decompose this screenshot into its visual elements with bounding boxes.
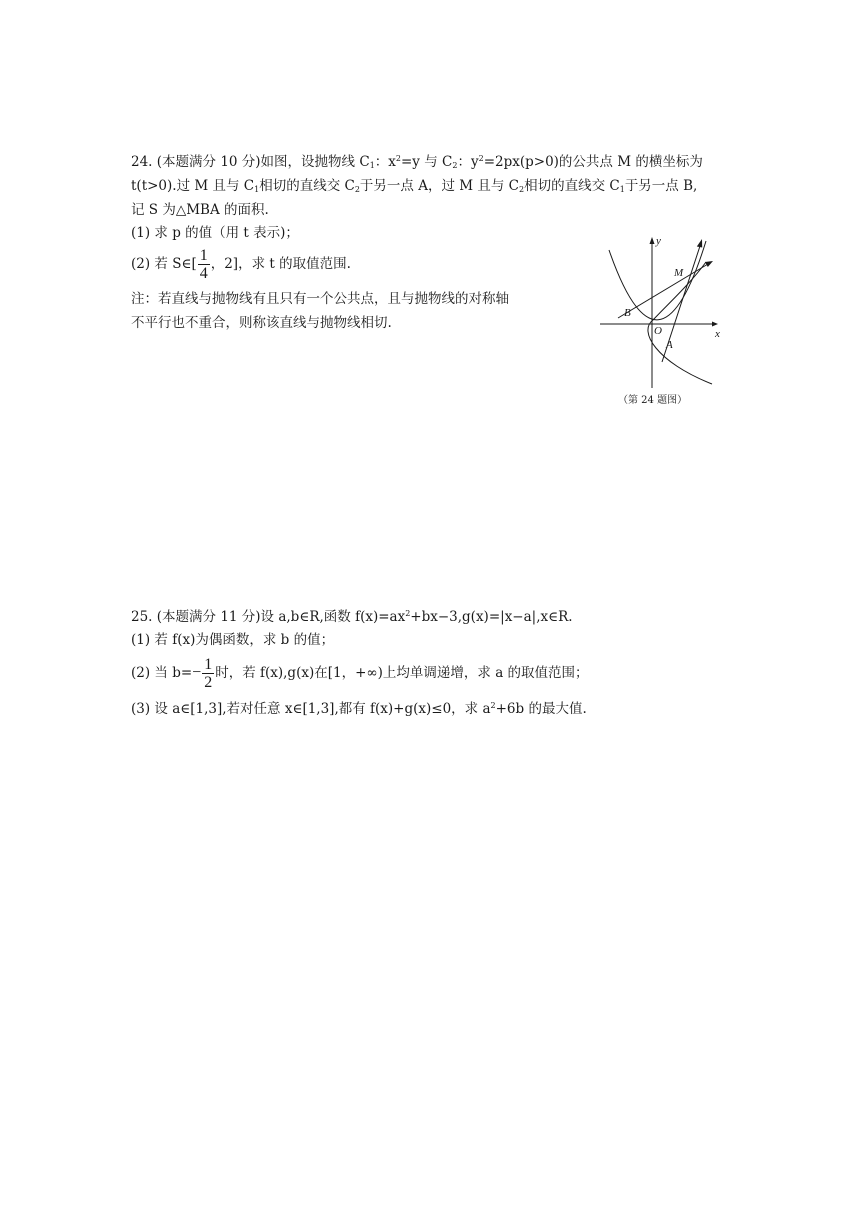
label-b: B [624, 307, 631, 319]
q24-line-3: 记 S 为△MBA 的面积. [131, 202, 269, 218]
label-o: O [654, 325, 662, 337]
label-m: M [674, 267, 684, 279]
q25-part3-b: +6b 的最大值. [495, 701, 587, 717]
q24-note-2: 不平行也不重合，则称该直线与抛物线相切. [131, 315, 392, 331]
q25-minus-sign: − [192, 664, 202, 681]
q25-part3-sup: 2 [490, 701, 496, 710]
q25-part2-a: (2) 当 b= [131, 665, 193, 681]
q24-line2-b: 相切的直线交 C [259, 178, 355, 194]
q25-frac-den: 2 [204, 674, 213, 691]
q24-line2-c: 于另一点 A，过 M 且与 C [359, 178, 519, 194]
q24-line-1 [131, 153, 703, 171]
q24-line1-e: =2px(p>0)的公共点 M 的横坐标为 [483, 154, 703, 170]
q25-part3-a: (3) 设 a∈[1,3],若对任意 x∈[1,3],都有 f(x)+g(x)≤0，求 a [131, 701, 491, 717]
q25-part-1: (1) 若 f(x)为偶函数，求 b 的值； [131, 632, 335, 648]
q24-part-2 [131, 246, 351, 282]
q25-part-2 [131, 655, 589, 691]
q24-frac-num: 1 [199, 247, 208, 264]
q24-line2-d: 相切的直线交 C [524, 178, 620, 194]
q25-part-3 [131, 700, 587, 718]
q25-line1-sup: 2 [405, 609, 411, 618]
q24-line1-d: ：y [457, 154, 479, 170]
q24-line1-sub1: 1 [369, 161, 375, 170]
q25-line-1 [131, 608, 573, 626]
q25-part2-b: 时，若 f(x),g(x)在[1，+∞)上均单调递增，求 a 的取值范围； [215, 665, 589, 681]
q25-frac-num: 1 [204, 656, 213, 673]
q24-line1-a: 24. (本题满分 10 分)如图，设抛物线 C [131, 154, 370, 170]
q25-line1-b: +bx−3,g(x)=|x−a|,x∈R. [410, 609, 573, 625]
q24-frac-den: 4 [199, 265, 208, 282]
q24-fraction [198, 247, 210, 282]
q24-line2-sub2: 2 [354, 185, 360, 194]
q24-line1-sup1: 2 [395, 154, 401, 163]
q24-line2-sub1: 1 [254, 185, 260, 194]
tangent-mb-arrow-icon [705, 261, 713, 267]
q24-part2-a: (2) 若 S∈[ [131, 256, 197, 272]
q24-line1-sub2: 2 [452, 161, 458, 170]
x-axis-arrow-icon [712, 322, 718, 327]
q24-figure [596, 232, 726, 410]
q24-line2-sub3: 2 [519, 185, 525, 194]
q24-line2-a: t(t>0).过 M 且与 C [131, 178, 255, 194]
q24-part-1: (1) 求 p 的值（用 t 表示)； [131, 225, 299, 241]
q24-line2-sub4: 1 [619, 185, 625, 194]
label-x: x [715, 328, 720, 340]
q24-note-1: 注：若直线与抛物线有且只有一个公共点，且与抛物线的对称轴 [131, 291, 509, 307]
label-a: A [666, 339, 673, 351]
tangent-ma-arrow-icon [697, 239, 702, 248]
q24-line2-e: 于另一点 B, [624, 178, 698, 194]
q25-fraction [202, 656, 214, 691]
q24-line1-b: ：x [374, 154, 396, 170]
q24-line1-c: =y 与 C [401, 154, 453, 170]
label-y: y [656, 235, 661, 247]
y-axis-arrow-icon [650, 237, 655, 244]
q24-part2-b: ，2]，求 t 的取值范围. [210, 256, 351, 272]
q25-line1-a: 25. (本题满分 11 分)设 a,b∈R,函数 f(x)=ax [131, 609, 406, 625]
q24-line1-sup2: 2 [478, 154, 484, 163]
figure-caption: （第 24 题图） [618, 395, 688, 406]
q24-line-2 [131, 177, 697, 195]
